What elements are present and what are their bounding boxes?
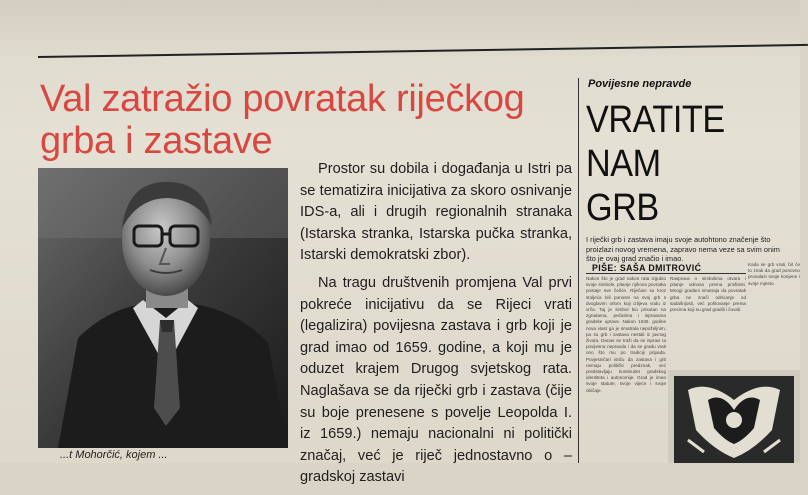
article-body bbox=[300, 159, 572, 495]
headline-line-2: grba i zastave bbox=[40, 120, 273, 162]
portrait-photo bbox=[38, 168, 288, 448]
sidebar-lead: I riječki grb i zastava imaju svoje autohtono značenje što proizlazi novog vremena, zapravo nema veze sa svim onim što je ovaj grad značio i imao. bbox=[586, 235, 780, 264]
coat-of-arms-illustration bbox=[668, 370, 800, 463]
sidebar-title-line-1: VRATITE bbox=[586, 99, 725, 141]
article-paragraph-1: Prostor su dobila i događanja u Istri pa se tematizira inicijativa za skoro osnivanje IDS-a, ali i drugih regionalnih stranaka (Istarska stranka, Istarska pučka stranka, Istarski demokratski zbor). bbox=[300, 161, 572, 264]
sidebar-body-column-2: Rasprava o simbolima otvara i pitanje odnosa prema prošlosti. Mnogi građani smatraju da povratak grba ne znači odricanje od sadašnjosti, već poštovanje prema precima koji su grad gradili i čuvali. bbox=[670, 276, 746, 313]
sidebar-body-column-3: Kada se grb vrati, bit će to znak da grad ponovno pronalazi svoje korijene i svoje mjesto. bbox=[748, 262, 800, 286]
byline: PIŠE: SAŠA DMITROVIĆ bbox=[592, 263, 702, 273]
byline-rule bbox=[586, 273, 746, 274]
headline-line-1: Val zatražio povratak riječkog bbox=[40, 78, 525, 120]
portrait-image bbox=[38, 168, 288, 448]
sidebar-body-column-1: Nakon što je grad nakon rata izgubio svoje simbole, pitanje njihova povratka postaje sve češće. Riječani su kroz stoljeća bili ponosni na svoj grb s dvoglavim orlom koji izlijeva vodu iz vrča. Taj je simbol bio prisutan na zgradama, pečatima i ispravama gradske uprave. Nakon 1945. godine nova vlast ga je smatrala nepoželjnim, pa su grb i zastava nestali iz javnog života. Danas se traži da se ispravi ta povijesna nepravda i da se gradu vrati ono što mu po tradiciji pripada. Povjesničari ističu da zastava i grb nemaju politički predznak, već predstavljaju kontinuitet gradskog identiteta i autonomije. Grad je imao svoje statute, svoje vijeće i svoje običaje. bbox=[586, 276, 666, 393]
article-headline bbox=[40, 78, 580, 162]
photo-caption: ...t Mohorčić, kojem ... bbox=[60, 449, 168, 461]
sidebar-title-line-2: NAM bbox=[586, 143, 661, 185]
sidebar-kicker: Povijesne nepravde bbox=[588, 78, 692, 90]
coat-of-arms-icon bbox=[668, 370, 800, 463]
article-paragraph-2: Na tragu društvenih promjena Val prvi pokreće inicijativu da se Rijeci vrati (legalizira) povijesna zastava i grb koji je grad imao od 1659. godine, a koji mu je oduzet krajem Drugog svjetskog rata. Naglašava se da riječki grb i zastava (čije su boje prenesene s povelje Leopolda I. iz 1659.) nemaju nacionalni ni politički značaj, već je riječ jednostavno o – gradskoj zastavi bbox=[300, 274, 572, 486]
sidebar-title-line-3: GRB bbox=[586, 187, 659, 229]
sidebar-title bbox=[586, 98, 725, 230]
